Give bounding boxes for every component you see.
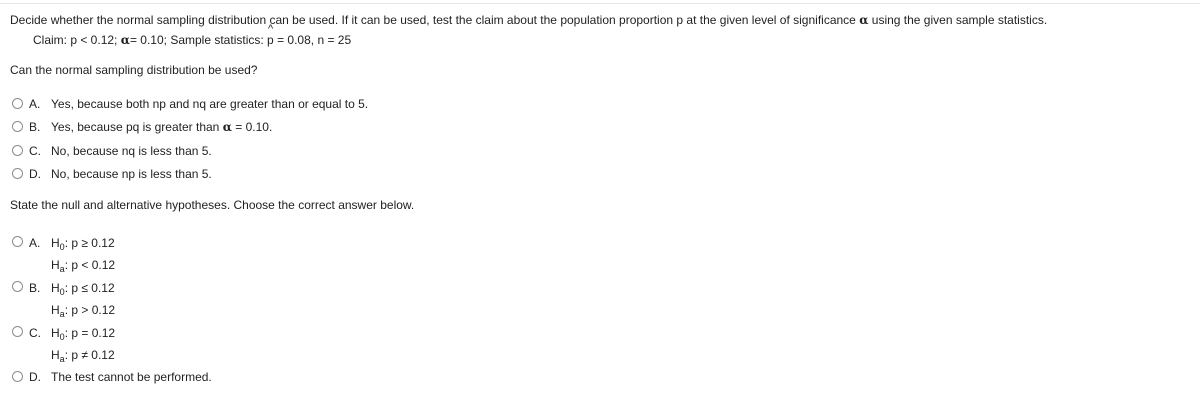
null-hypothesis xyxy=(51,234,115,256)
question-2-text: State the null and alternative hypotheses. Choose the correct answer below. xyxy=(10,198,415,212)
p-hat-symbol: ^ p xyxy=(267,33,274,47)
q1-option-b[interactable] xyxy=(12,120,272,136)
option-text xyxy=(51,120,272,134)
instruction-end-text: using the given sample statistics. xyxy=(871,13,1048,27)
top-divider xyxy=(0,3,1200,4)
instruction-text: Decide whether the normal sampling distribution can be used. If it can be used, test the claim about the population proportion p at the given level of significance xyxy=(10,13,856,27)
hypotheses xyxy=(51,324,115,368)
option-letter: C. xyxy=(29,326,41,340)
option-text: The test cannot be performed. xyxy=(51,370,212,384)
option-text: Yes, because both np and nq are greater than or equal to 5. xyxy=(51,97,369,111)
radio-button[interactable] xyxy=(12,98,23,109)
radio-button[interactable] xyxy=(12,168,23,179)
alternative-hypothesis xyxy=(51,301,115,323)
subscript: 0 xyxy=(59,242,65,252)
option-text: No, because nq is less than 5. xyxy=(51,144,212,158)
subscript: 0 xyxy=(59,287,65,297)
alpha-symbol: α xyxy=(222,120,232,134)
sample-values: = 0.08, n = 25 xyxy=(277,33,352,47)
problem-instruction xyxy=(10,13,1047,27)
q2-option-c[interactable] xyxy=(12,324,116,364)
relation: : p ≤ 0.12 xyxy=(64,281,115,295)
radio-button[interactable] xyxy=(12,145,23,156)
q1-option-a[interactable] xyxy=(12,97,368,113)
hypotheses xyxy=(51,234,115,278)
subscript: a xyxy=(59,309,65,319)
null-hypothesis xyxy=(51,324,115,346)
relation: : p = 0.12 xyxy=(64,326,116,340)
radio-button[interactable] xyxy=(12,371,23,382)
option-letter: D. xyxy=(29,370,41,384)
option-text-before: Yes, because pq is greater than xyxy=(51,120,220,134)
radio-button[interactable] xyxy=(12,281,23,292)
claim-alpha-symbol: α xyxy=(120,33,130,47)
subscript: a xyxy=(59,264,65,274)
radio-button[interactable] xyxy=(12,121,23,132)
alternative-hypothesis xyxy=(51,346,115,368)
option-letter: A. xyxy=(29,97,41,111)
null-hypothesis xyxy=(51,279,115,301)
h-symbol: H xyxy=(51,326,60,340)
q1-option-d[interactable] xyxy=(12,167,212,183)
relation: : p < 0.12 xyxy=(64,258,116,272)
subscript: a xyxy=(59,354,65,364)
claim-text: Claim: p < 0.12; xyxy=(33,33,118,47)
relation: : p ≠ 0.12 xyxy=(64,348,115,362)
claim-alpha-value: = 0.10; xyxy=(129,33,167,47)
alternative-hypothesis xyxy=(51,256,115,278)
q2-option-b[interactable] xyxy=(12,279,116,319)
option-letter: B. xyxy=(29,281,41,295)
option-text: No, because np is less than 5. xyxy=(51,167,212,181)
q2-option-a[interactable] xyxy=(12,234,116,274)
q2-option-d[interactable] xyxy=(12,370,212,386)
option-letter: A. xyxy=(29,236,41,250)
radio-button[interactable] xyxy=(12,236,23,247)
option-letter: D. xyxy=(29,167,41,181)
h-symbol: H xyxy=(51,281,60,295)
claim-line xyxy=(33,33,351,47)
q1-option-c[interactable] xyxy=(12,144,212,160)
h-symbol: H xyxy=(51,236,60,250)
option-letter: C. xyxy=(29,144,41,158)
hypotheses xyxy=(51,279,115,323)
h-symbol: H xyxy=(51,258,60,272)
alpha-symbol: α xyxy=(859,13,869,27)
question-1-text: Can the normal sampling distribution be used? xyxy=(10,63,258,77)
option-text-after: = 0.10. xyxy=(235,120,273,134)
option-letter: B. xyxy=(29,120,41,134)
sample-statistics-label: Sample statistics: xyxy=(170,33,264,47)
h-symbol: H xyxy=(51,348,60,362)
subscript: 0 xyxy=(59,332,65,342)
relation: : p ≥ 0.12 xyxy=(64,236,115,250)
relation: : p > 0.12 xyxy=(64,303,116,317)
radio-button[interactable] xyxy=(12,326,23,337)
h-symbol: H xyxy=(51,303,60,317)
